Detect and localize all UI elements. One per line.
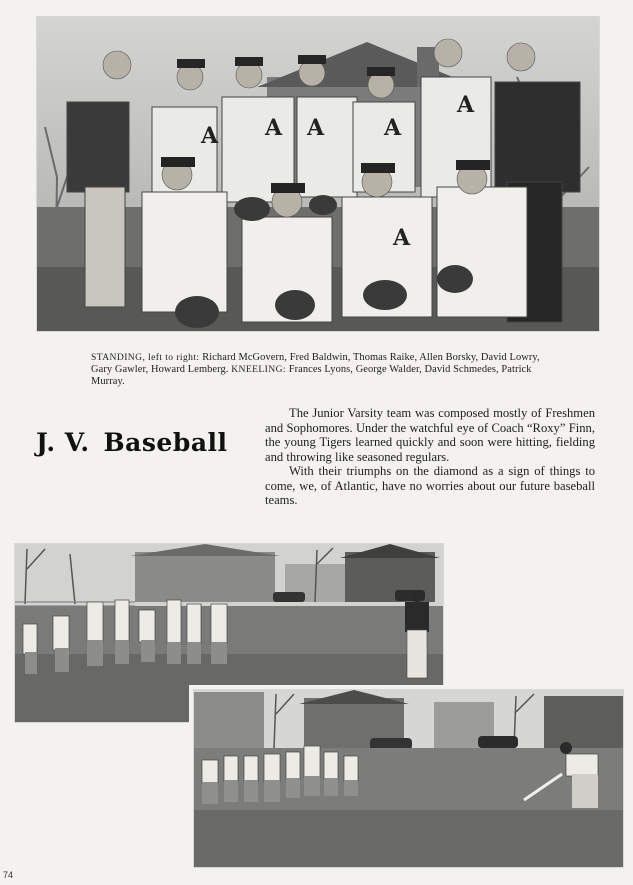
caption-standing-names: Richard McGovern, Fred Baldwin, Thomas Raike, Allen Borsky, David Lowry, Gary Gawler, Howard Lemberg. bbox=[91, 352, 540, 375]
svg-text:A: A bbox=[393, 225, 411, 251]
article-body bbox=[265, 406, 595, 508]
team-photo-image bbox=[37, 17, 599, 331]
caption-standing-label: STANDING, left to right: bbox=[91, 352, 200, 363]
svg-text:A: A bbox=[307, 115, 325, 141]
body-paragraph-1: The Junior Varsity team was composed mostly of Freshmen and Sophomores. Under the watchful eye of Coach “Roxy” Finn, the young Tigers learned quickly and soon were hitting, fielding and throwing like seasoned regulars. bbox=[265, 406, 595, 464]
caption-kneeling-label: KNEELING: bbox=[231, 364, 286, 375]
practice-photo-2 bbox=[193, 689, 624, 868]
photo-caption bbox=[91, 352, 551, 388]
page-number: 74 bbox=[3, 870, 14, 880]
svg-text:A: A bbox=[265, 115, 283, 141]
svg-text:A: A bbox=[384, 115, 402, 141]
caption-kneeling-names: Frances Lyons, George Walder, David Schmedes, Patrick Murray. bbox=[91, 364, 532, 387]
team-photo bbox=[36, 16, 600, 332]
svg-text:A: A bbox=[457, 92, 475, 118]
heading-abbr: J. V. bbox=[36, 428, 90, 457]
section-heading bbox=[36, 428, 236, 457]
heading-word: Baseball bbox=[103, 428, 228, 457]
svg-text:A: A bbox=[201, 123, 219, 149]
practice-photo-2-image bbox=[194, 690, 623, 867]
body-paragraph-2: With their triumphs on the diamond as a sign of things to come, we, of Atlantic, have no worries about our future baseball teams. bbox=[265, 464, 595, 507]
